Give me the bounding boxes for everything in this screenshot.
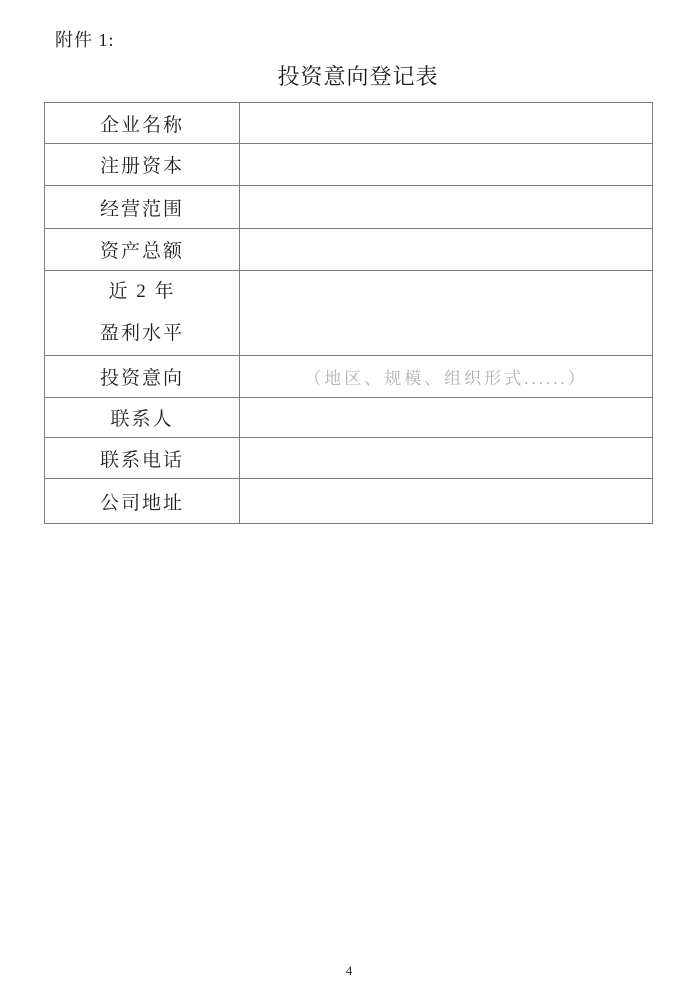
business-scope-field[interactable] [240,186,653,229]
row-label-text: 公司地址 [99,492,184,514]
row-label-registered-capital [45,144,240,186]
table-row [45,398,653,438]
table-row [45,229,653,271]
contact-person-field[interactable] [240,398,653,438]
page-number: 4 [345,963,353,978]
investment-intention-field[interactable] [240,356,653,398]
row-label-contact-person [45,398,240,438]
row-label-text-line1: 近 2 年 [108,281,176,302]
page-title: 投资意向登记表 [277,64,439,89]
registration-form-table [44,102,653,524]
row-label-text: 企业名称 [99,114,184,136]
company-address-field[interactable] [240,479,653,524]
row-label-text: 投资意向 [99,368,184,389]
row-label-text: 注册资本 [99,156,184,177]
table-row [45,438,653,479]
registered-capital-field[interactable] [240,144,653,186]
row-label-company-address [45,479,240,524]
row-label-total-assets [45,229,240,271]
row-label-text: 经营范围 [99,198,184,220]
row-label-profit-level [45,271,240,356]
table-row [45,144,653,186]
row-label-contact-phone [45,438,240,479]
row-label-investment-intention [45,356,240,398]
row-label-business-scope [45,186,240,229]
attachment-label: 附件 1: [55,30,115,50]
row-label-text: 联系电话 [99,449,184,471]
table-row [45,479,653,524]
profit-level-field[interactable] [240,271,653,356]
table-row [45,186,653,229]
total-assets-field[interactable] [240,229,653,271]
table-row [45,356,653,398]
contact-phone-field[interactable] [240,438,653,479]
row-label-company-name [45,103,240,144]
company-name-field[interactable] [240,103,653,144]
field-placeholder-hint: （地区、规模、组织形式......） [304,369,588,388]
row-label-text: 联系人 [110,409,174,430]
table-row [45,271,653,356]
table-row [45,103,653,144]
row-label-text-line2: 盈利水平 [99,323,184,344]
row-label-text: 资产总额 [99,241,184,262]
